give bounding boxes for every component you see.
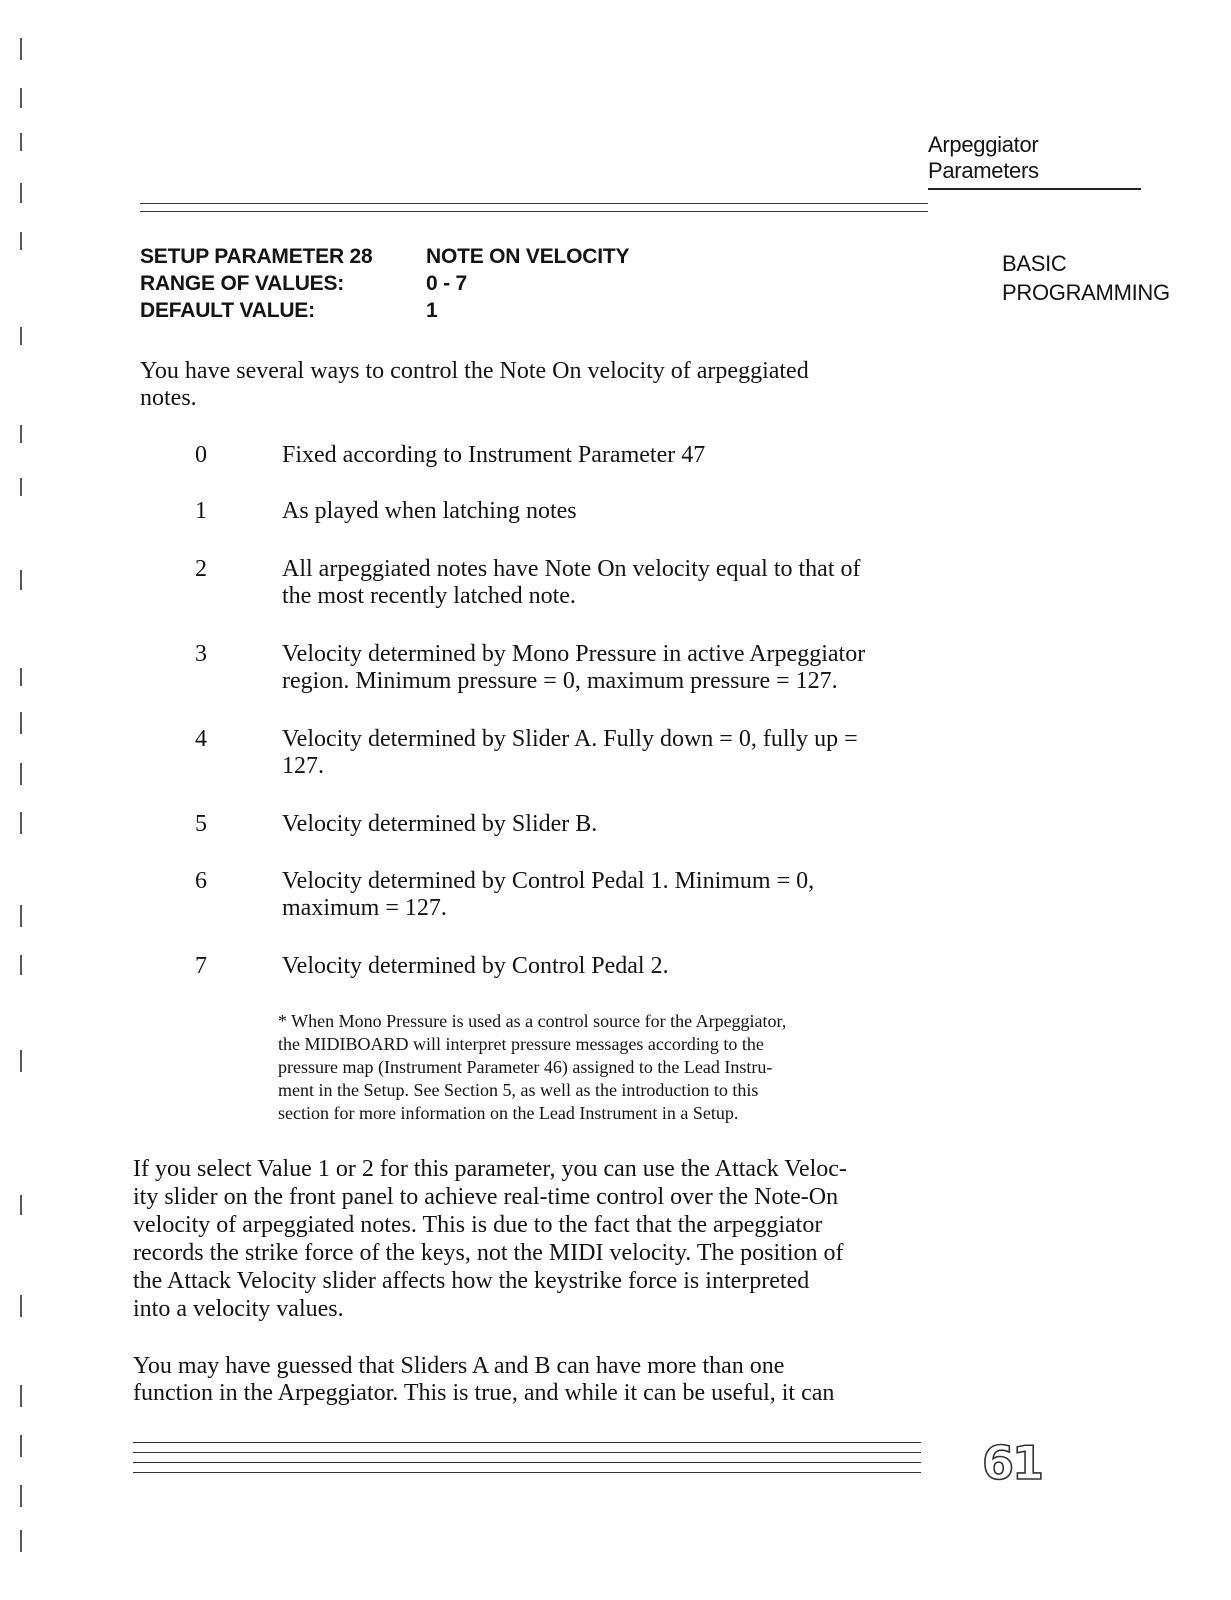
value-number: 3 <box>195 641 207 667</box>
value-description: Velocity determined by Slider B. <box>282 811 598 837</box>
default-value: 1 <box>426 299 438 322</box>
parameter-name: NOTE ON VELOCITY <box>426 245 630 268</box>
value-description: Velocity determined by Control Pedal 2. <box>282 953 669 979</box>
section-line-1: BASIC <box>1002 251 1067 276</box>
value-number: 6 <box>195 868 207 894</box>
value-number: 0 <box>195 442 207 468</box>
value-number: 1 <box>195 498 207 524</box>
value-description: Fixed according to Instrument Parameter 47 <box>282 442 706 468</box>
range-value: 0 - 7 <box>426 272 468 295</box>
default-label: DEFAULT VALUE: <box>140 299 315 322</box>
value-number: 2 <box>195 556 207 582</box>
page-number: 61 <box>982 1436 1043 1490</box>
value-description: All arpeggiated notes have Note On velocity equal to that of the most recently latched note. <box>282 556 861 609</box>
section-line-2: PROGRAMMING <box>1002 280 1170 305</box>
value-description: Velocity determined by Slider A. Fully down = 0, fully up = 127. <box>282 726 858 779</box>
body-paragraph-1: If you select Value 1 or 2 for this parameter, you can use the Attack Veloc- ity slider on the front panel to achieve real-time control over the Note-On velocity of arpeggiated notes. This is due to the fact that the arpeggiator records the strike force of the keys, not the MIDI velocity. The position of the Attack Velocity slider affects how the keystrike force is interpreted into a velocity values. <box>133 1156 847 1322</box>
range-label: RANGE OF VALUES: <box>140 272 345 295</box>
footnote: * When Mono Pressure is used as a control source for the Arpeggiator, the MIDIBOARD will interpret pressure messages according to the pressure map (Instrument Parameter 46) assigned to the Lead Instru- ment in the Setup. See Section 5, as well as the introduction to this section for more information on the Lead Instrument in a Setup. <box>278 1011 787 1123</box>
intro-paragraph: You have several ways to control the Note On velocity of arpeggiated notes. <box>140 358 809 411</box>
value-description: Velocity determined by Mono Pressure in active Arpeggiator region. Minimum pressure = 0, maximum pressure = 127. <box>282 641 866 694</box>
parameter-labels <box>140 243 430 324</box>
running-header-title: Arpeggiator Parameters <box>928 132 1141 190</box>
parameter-values <box>426 243 726 324</box>
value-number: 4 <box>195 726 207 752</box>
setup-parameter-label: SETUP PARAMETER 28 <box>140 245 373 268</box>
value-number: 5 <box>195 811 207 837</box>
section-sidebar-label <box>1002 249 1202 307</box>
value-description: As played when latching notes <box>282 498 577 524</box>
value-description: Velocity determined by Control Pedal 1. Minimum = 0, maximum = 127. <box>282 868 815 921</box>
value-number: 7 <box>195 953 207 979</box>
body-paragraph-2: You may have guessed that Sliders A and B can have more than one function in the Arpeggiator. This is true, and while it can be useful, it can <box>133 1353 835 1406</box>
